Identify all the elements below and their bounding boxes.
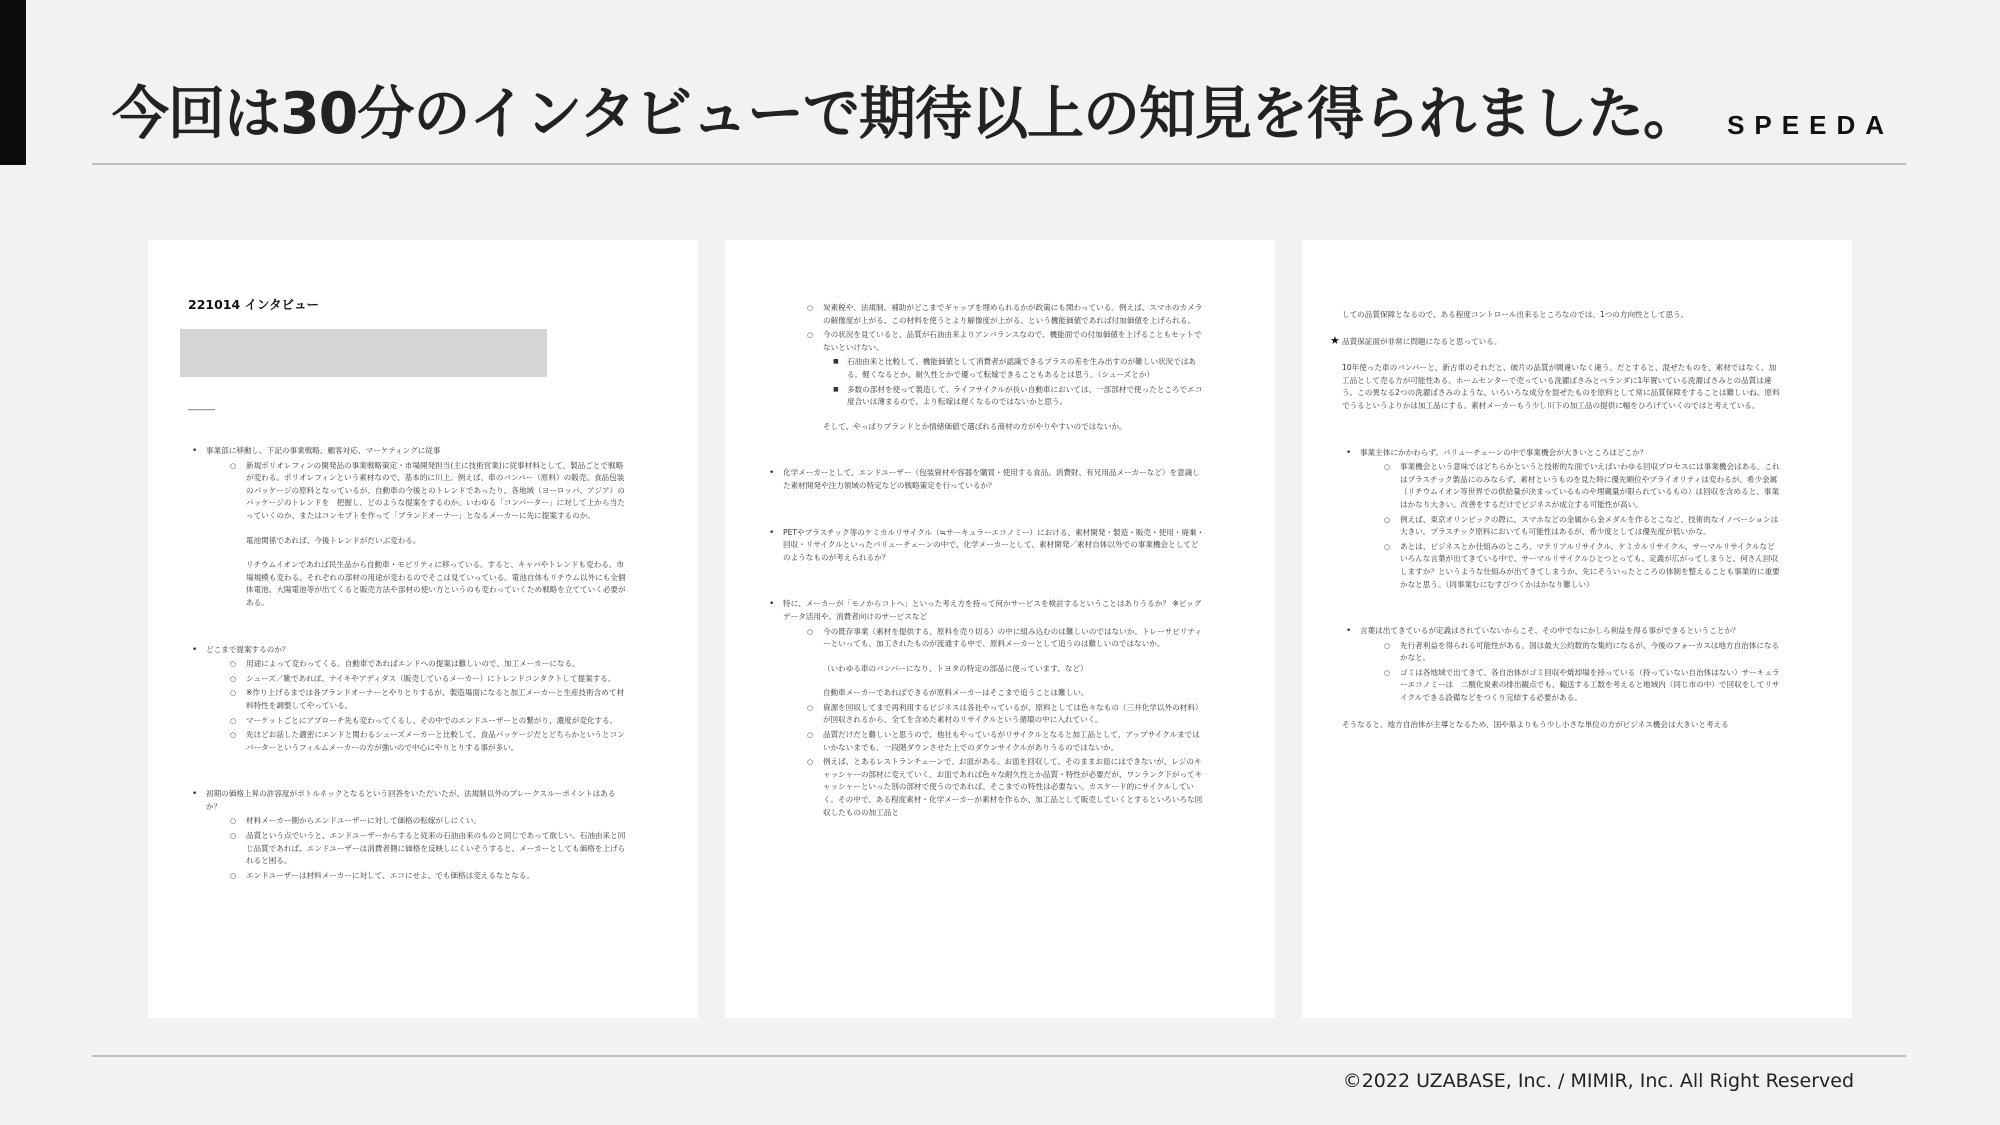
slide-title: 今回は30分のインタビューで期待以上の知見を得られました。 [112, 81, 1700, 147]
sub-bullet-item: ○ マーケットごとにアプローチ先も変わってくるし、その中でのエンドユーザーとの繋がり、濃度が変化する。 [188, 715, 628, 728]
sub-bullet-item: ○ 例えば、東京オリンピックの際に、スマホなどの金属から金メダルを作るとこなど、技術的なイノベーションは大きい。プラスチック原料においても可能性はあるが、希少度としては優先度が低いかな。 [1342, 514, 1782, 539]
paragraph: そうなると、地方自治体が主導となるため、国や県よりもう少し小さな単位の方がビジネス機会は大きいと考える [1342, 719, 1729, 729]
interview-page-2 [725, 240, 1275, 1018]
accent-bar [0, 0, 26, 165]
sub-bullet-item: ■ 石油由来と比較して、機能価値として消費者が認識できるプラスの差を生み出すのが難しい状況ではある。軽くなるとか、耐久性とかで優って転嫁できることもあるとは思う。（シューズとか） [765, 356, 1205, 381]
sub-bullet-item: ○ 品質だけだと難しいと思うので、他社もやっているがリサイクルとなると加工品として、アップサイクルまではいかないまでも、一段階ダウンさせた上でのダウンサイクルがありうるのではないか。 [765, 729, 1205, 754]
doc-dashes: ――― [188, 405, 215, 415]
sub-bullet-item: ○ 新規ポリオレフィンの開発品の事業戦略策定・市場開発担当(主に技術営業)に従事材料として、製品ごとで戦略が変わる。ポリオレフィンという素材なので、基本的に川上。例えば、車のバンパー（原料）の販売、食品包装のパッケージの原料となっているが、自動車の今後とのトレンドであったり、各地域（ヨーロッパ、アジア）のパッケージのトレンドを 把握し、どのような提案をするのか。いわゆる「コンパーター」に対して上から当たっていくのか、またはコンセプトを作って「ブランドオーナー」となるメーカーに先に提案するのか。 [188, 460, 628, 523]
footer-divider [92, 1055, 1906, 1057]
paragraph: （いわゆる車のバンパーになり、トヨタの特定の部品に使っています、など） [823, 663, 1088, 673]
paragraph: そして、やっぱりブランドとか情緒価値で選ばれる商材の方がやりやすいのではないか。 [823, 421, 1127, 431]
sub-bullet-item: ○ 用途によって変わってくる。自動車であればエンドへの提案は難しいので、加工メーカーになる。 [188, 658, 628, 671]
sub-bullet-item: ○ 資源を回収してまで再利用するビジネスは各社やっているが、原料としては色々なもの（三井化学以外の材料）が回収されるから、全てを含めた素材のリサイクルという循環の中に入れていく。 [765, 702, 1205, 727]
bullet-item: • 言葉は出てきているが定義はされていないからこそ、その中でなにかしら利益を得る事ができるということか？ [1342, 625, 1782, 638]
interview-page-1 [148, 240, 698, 1018]
sub-bullet-item: ○ エンドユーザーは材料メーカーに対して、エコにせよ、でも価格は変えるなとなる。 [188, 870, 628, 883]
sub-bullet-item: ○ 例えば、とあるレストランチェーンで、お皿がある。お皿を回収して、そのままお皿にはできないが、レジのキャッシャーの部材に変えていく。お皿であれば色々な耐久性とか品質・特性が必要だが、ワンランク下がってキャッシャーといった別の部材で使うのであれば、そこまでの特性は必要ない。カスケード的にサイクルしていく。その中で、ある程度素材・化学メーカーが素材を作るか、加工品として販売していくとするといろいろな回収したものの加工品と [765, 756, 1205, 819]
header-divider [92, 163, 1906, 165]
paragraph: 10年使った車のバンパーと、新古車のそれだと、破片の品質が間違いなく違う。だとすると、混ぜたものを、素材ではなく、加工品として売る方が可能性ある。ホームセンターで売っている洗濯ばさみとベランダに1年置いている洗濯ばさみとの品質は違う。この異なる2つの洗濯ばさみのような、いろいろな成分を混ぜたものを原料として常に品質保障をすることは難しいね。原料でうるというよりかは加工品にする。素材メーカーもう少し川下の加工品の提供に幅をひろげていくのではと考えている。 [1342, 363, 1780, 410]
paragraph: しての品質保障となるので、ある程度コントロール出来るところなのでは、1つの方向性として思う。 [1342, 310, 1689, 319]
bullet-item: • PETやプラスチック等のケミカルリサイクル（≒サーキュラーエコノミー）における、素材開発・製造・販売・使用・廃棄・回収・リサイクルといったバリューチェーンの中で、化学メーカーとして、素材開発／素材自体以外での事業機会としてどのようなものが考えられるか？ [765, 527, 1205, 565]
sub-bullet-item: ○ あとは、ビジネスとか仕組みのところ。マテリアルリサイクル、ケミカルリサイクル、サーマルリサイクルなどいろんな言葉が出てきている中で、サーマルリサイクルひとつとっても、定義が広がってしまうと、何さん回収しますか？というような仕組みが出てきてしまうか、先にそういったところの体制を整えることも事業的に重要かなと思う。（同事業むにむすびつくかはかなり難しい） [1342, 541, 1782, 591]
paragraph: ★ 品質保証面が非常に問題になると思っている。 [1342, 336, 1782, 349]
sub-bullet-item: ○ 先ほどお話した濃密にエンドと関わるシューズメーカーと比較して、食品パッケージだとどちらかというとコンバーターというフィルムメーカーの方が強いので中心にやりとりする事が多い。 [188, 729, 628, 754]
bullet-item: • 化学メーカーとして、エンドユーザー（包装資材や容器を購買・使用する食品、消費財、有兄用品メーカーなど）を意識した素材開発や注力領域の特定などの戦略策定を行っているか？ [765, 467, 1205, 492]
sub-bullet-item: ■ 多数の部材を使って製造して、ライフサイクルが長い自動車においては、一部部材で使ったところでエコ度合いは薄まるので、より転嫁は遅くなるのではないかと思う。 [765, 384, 1205, 409]
sub-bullet-item: ○ 品質という点でいうと、エンドユーザーからすると従来の石油由来のものと同じであって欲しい。石油由来と同じ品質であれば、エンドユーザーは消費者側に価格を反映しにくいそうすると、メーカーとしても価格を上げられると困る。 [188, 830, 628, 868]
redacted-block [180, 329, 547, 377]
bullet-item: • 特に、メーカーが「モノからコトへ」といった考え方を持って何かサービスを検討するということはありうるか？ ※ビッグデータ活用や、消費者向けのサービスなど [765, 598, 1205, 623]
paragraph: 電池関係であれば、今後トレンドがだいぶ変わる。 [246, 535, 421, 545]
speeda-logo: SPEEDA [1727, 110, 1894, 140]
paragraph: 自動車メーカーであればできるが原料メーカーはそこまで追うことは難しい。 [823, 688, 1089, 698]
copyright-footer: ©2022 UZABASE, Inc. / MIMIR, Inc. All Right Reserved [1342, 1070, 1854, 1092]
paragraph: リチウムイオンであれば民生品から自動車・モビリティに移っている。すると、キャパやトレンドも変わる。市場規模も変わる。それぞれの部材の用途が変わるのでそこは見ていっている。電池自体もリチウム以外にも全個体電池、大陽電池等が出てくると販売方法や部材の使い方というのも変わっていくため戦略を立てていく必要がある。 [246, 560, 626, 607]
sub-bullet-item: ○ ※作り上げるまでは各ブランドオーナーとやりとりするが、製造場面になると加工メーカーと生産技術含めて材料特性を調整してやっている。 [188, 687, 628, 712]
bullet-item: • 初期の価格上昇の許容度がボトルネックとなるという回答をいただいたが、法規制以外のブレークスルーポイントはあるか？ [188, 788, 628, 813]
sub-bullet-item: ○ 事業機会という意味ではどちらかというと技術的な面でいえばいわゆる回収プロセスには事業機会はある。これはプラスチック製品にのみならず、素材というものを見た時に優先順位やプライオリティは変わるが、希少金属（リチウムイオン等世界での供給量が決まっているものや埋蔵量が限られているもの）は回収を含めると、事業はかなり大きい。改善をするだけでビジネスが成立する可能性が高い。 [1342, 461, 1782, 511]
sub-bullet-item: ○ ゴミは各地域で出てきて、各自治体がゴミ回収や焼却場を持っている（持っていない自治体はない）サーキュラーエコノミーは 二酸化炭素の排出観点でも、輸送する工数を考えると地域内（同じ市の中）で回収をしてリサイクルできる設備などをつくり完結する必要がある。 [1342, 667, 1782, 705]
doc-title: 221014 インタビュー [188, 297, 320, 312]
sub-bullet-item: ○ 今の既存事業（素材を提供する、原料を売り切る）の中に組み込むのは難しいのではないか。トレーサビリティーといっても、加工されたものが流通する中で、原料メーカーとして追うのは難しいのではないか。 [765, 626, 1205, 651]
sub-bullet-item: ○ 炭素税や、法規制、補助がどこまでギャップを埋められるかが政策にも関わっている。例えば、スマホのカメラの解像度が上がる、この材料を使うとより解像度が上がる、という機能価値であれば付加価値を上げられる。 [765, 302, 1205, 327]
bullet-item: • 事業部に移動し、下記の事業戦略、顧客対応、マーケティングに従事 [188, 445, 628, 458]
bullet-item: • 事業主体にかかわらず、バリューチェーンの中で事業機会が大きいところはどこか？ [1342, 447, 1782, 460]
sub-bullet-item: ○ 材料メーカー側からエンドユーザーに対して価格の転嫁がしにくい。 [188, 815, 628, 828]
sub-bullet-item: ○ 先行者利益を得られる可能性がある。国は最大公約数的な集約になるが、今後のフォーカスは地方自治体になるかなと。 [1342, 640, 1782, 665]
sub-bullet-item: ○ 今の状況を見ていると、品質が石油由来よりアンバランスなので、機能面での付加価値を上げることもセットでないといけない。 [765, 329, 1205, 354]
bullet-item: • どこまで提案するのか？ [188, 644, 628, 657]
interview-page-3 [1302, 240, 1852, 1018]
sub-bullet-item: ○ シューズ／靴であれば、ナイキやアディダス（販売しているメーカー）にトレンドコンタクトして提案する。 [188, 673, 628, 686]
